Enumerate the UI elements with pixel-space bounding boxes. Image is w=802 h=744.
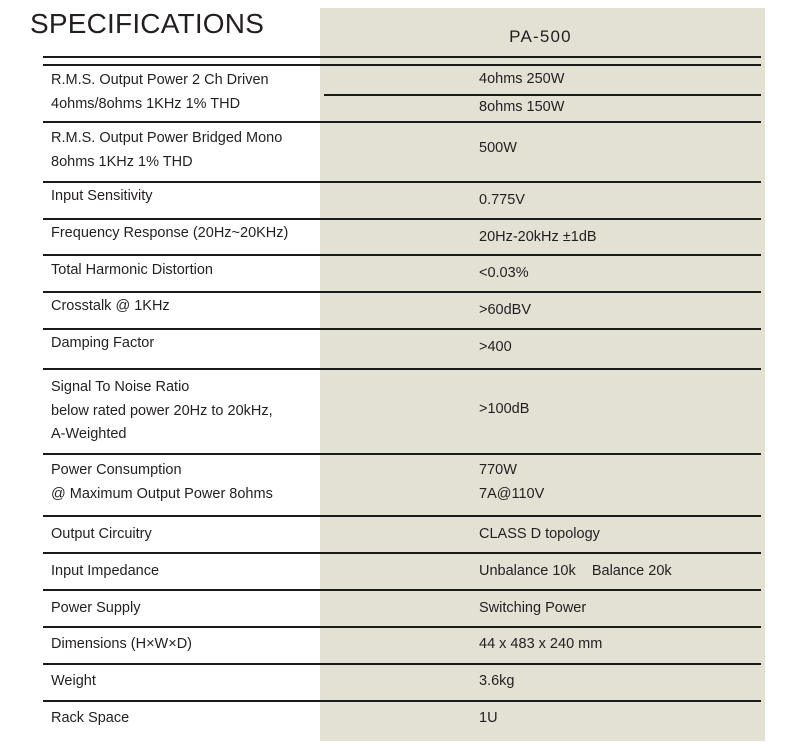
spec-label: Input Sensitivity <box>51 188 153 204</box>
page-title: SPECIFICATIONS <box>30 8 265 39</box>
header-rule-top <box>43 56 761 58</box>
row-divider <box>43 368 761 370</box>
spec-value: >60dBV <box>479 302 532 318</box>
model-name: PA-500 <box>509 27 572 46</box>
spec-label: Total Harmonic Distortion <box>51 262 213 278</box>
spec-label: R.M.S. Output Power Bridged Mono 8ohms 1KHz 1% THD <box>51 130 283 170</box>
spec-label: Rack Space <box>51 710 130 726</box>
spec-label: Power Consumption @ Maximum Output Power 8ohms <box>51 462 273 502</box>
row-divider <box>43 700 761 702</box>
spec-value: 1U <box>479 710 498 726</box>
spec-value: >100dB <box>479 401 530 417</box>
row-divider <box>43 328 761 330</box>
row-divider <box>43 254 761 256</box>
row-divider <box>43 291 761 293</box>
header-rule-bottom <box>43 64 761 66</box>
row-divider <box>43 515 761 517</box>
spec-label: Frequency Response (20Hz~20KHz) <box>51 225 289 241</box>
spec-value: 4ohms 250W <box>479 71 565 87</box>
spec-label: Input Impedance <box>51 563 160 579</box>
row-divider <box>43 181 761 183</box>
spec-value: 770W 7A@110V <box>479 462 545 502</box>
spec-label: Damping Factor <box>51 335 155 351</box>
spec-value: 500W <box>479 140 517 156</box>
spec-value: 8ohms 150W <box>479 99 565 115</box>
spec-value: Switching Power <box>479 600 587 616</box>
spec-value: 3.6kg <box>479 673 515 689</box>
row-divider <box>43 552 761 554</box>
spec-value: <0.03% <box>479 265 529 281</box>
row-divider <box>43 589 761 591</box>
spec-label: R.M.S. Output Power 2 Ch Driven 4ohms/8ohms 1KHz 1% THD <box>51 72 269 112</box>
spec-value: 20Hz-20kHz ±1dB <box>479 229 597 245</box>
spec-value: CLASS D topology <box>479 526 600 542</box>
row-divider <box>43 121 761 123</box>
spec-label: Output Circuitry <box>51 526 152 542</box>
spec-value: >400 <box>479 339 512 355</box>
spec-label: Weight <box>51 673 96 689</box>
spec-value: Unbalance 10k Balance 20k <box>479 563 672 579</box>
row-divider <box>43 626 761 628</box>
spec-label: Dimensions (H×W×D) <box>51 636 192 652</box>
row-divider <box>43 453 761 455</box>
spec-label: Crosstalk @ 1KHz <box>51 298 170 314</box>
spec-value: 44 x 483 x 240 mm <box>479 636 603 652</box>
row-divider <box>43 663 761 665</box>
spec-label: Signal To Noise Ratio below rated power 20Hz to 20kHz, A-Weighted <box>51 379 273 442</box>
spec-value: 0.775V <box>479 192 525 208</box>
spec-label: Power Supply <box>51 600 141 616</box>
row-divider <box>43 218 761 220</box>
